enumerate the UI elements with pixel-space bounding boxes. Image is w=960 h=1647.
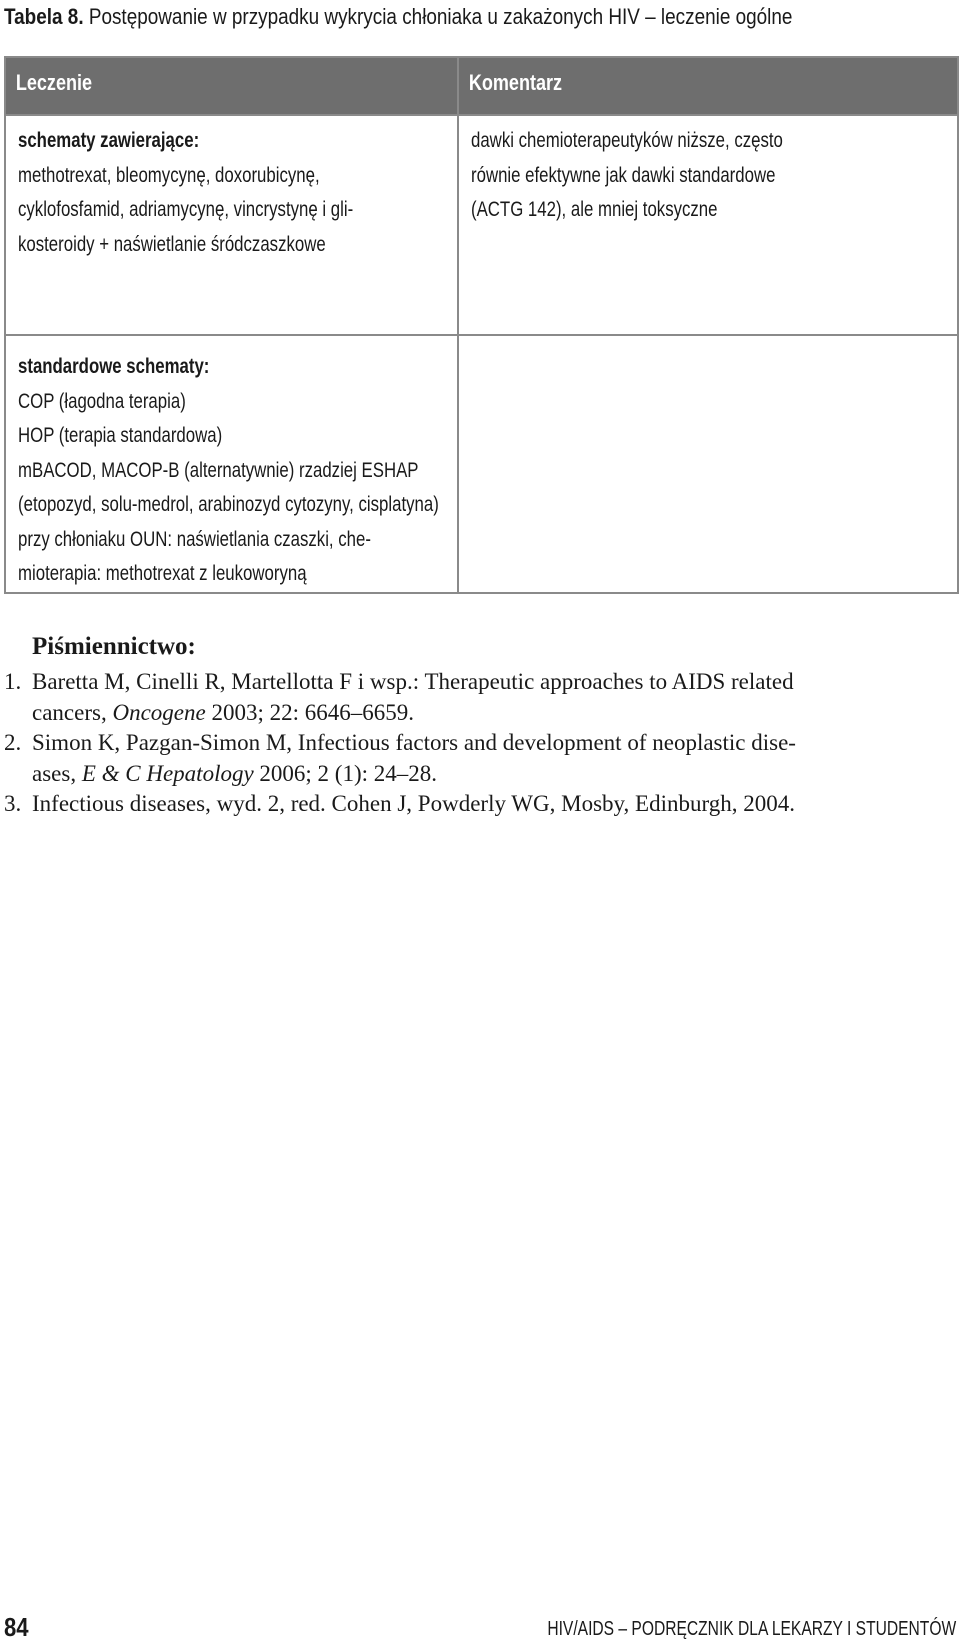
column-header-treatment: Leczenie	[5, 57, 458, 115]
treatment-table	[4, 56, 959, 594]
reference-item	[4, 789, 958, 820]
reference-line: Infectious diseases, wyd. 2, red. Cohen J, Powderly WG, Mosby, Edinburgh, 2004.	[32, 791, 795, 816]
comment-cell	[458, 115, 958, 335]
page-number: 84	[4, 1612, 29, 1642]
treatment-heading: standardowe schematy:	[18, 355, 210, 378]
table-caption-label: Tabela 8.	[4, 4, 84, 29]
treatment-line: COP (łagodna terapia)	[18, 389, 186, 413]
comment-line: równie efektywne jak dawki standardowe	[471, 163, 776, 187]
references-heading: Piśmiennictwo:	[32, 633, 196, 660]
reference-item	[4, 667, 958, 728]
reference-line: Simon K, Pazgan-Simon M, Infectious factors and development of neoplastic dise-	[32, 730, 796, 755]
table-caption-text: Postępowanie w przypadku wykrycia chłoniaka u zakażonych HIV – leczenie ogólne	[83, 4, 793, 29]
table-caption	[4, 2, 821, 32]
references-section	[4, 630, 958, 820]
treatment-line: (etopozyd, solu-medrol, arabinozyd cytozyny, cisplatyna)	[18, 493, 439, 516]
treatment-line: mioterapia: methotrexat z leukoworyną	[18, 562, 307, 585]
treatment-line: methotrexat, bleomycynę, doxorubicynę,	[18, 163, 320, 187]
reference-number: 3.	[4, 791, 22, 816]
table-header-row	[5, 57, 958, 115]
treatment-line: kosteroidy + naświetlanie śródczaszkowe	[18, 232, 326, 256]
reference-item	[4, 728, 958, 789]
reference-number: 1.	[4, 669, 22, 694]
comment-line: (ACTG 142), ale mniej toksyczne	[471, 198, 718, 221]
reference-line: ases, E & C Hepatology 2006; 2 (1): 24–28.	[32, 760, 438, 786]
column-header-comment: Komentarz	[458, 57, 958, 115]
treatment-cell	[5, 115, 458, 335]
treatment-line: mBACOD, MACOP-B (alternatywnie) rzadziej ESHAP	[18, 458, 419, 482]
reference-line: cancers, Oncogene 2003; 22: 6646–6659.	[32, 699, 414, 725]
comment-line: dawki chemioterapeutyków niższe, często	[471, 129, 783, 152]
journal-title: Oncogene	[112, 699, 206, 725]
reference-number: 2.	[4, 730, 22, 755]
reference-line: Baretta M, Cinelli R, Martellotta F i wsp.: Therapeutic approaches to AIDS related	[32, 669, 794, 694]
treatment-heading: schematy zawierające:	[18, 129, 200, 152]
running-footer-title: HIV/AIDS – PODRĘCZNIK DLA LEKARZY I STUDENTÓW	[547, 1618, 956, 1640]
table-row	[5, 335, 958, 593]
treatment-line: HOP (terapia standardowa)	[18, 424, 223, 447]
treatment-cell	[5, 335, 458, 593]
treatment-line: cyklofosfamid, adriamycynę, vincrystynę i gli-	[18, 198, 354, 221]
comment-cell-empty	[458, 335, 958, 593]
table-row	[5, 115, 958, 335]
treatment-line: przy chłoniaku OUN: naświetlania czaszki, che-	[18, 527, 371, 551]
journal-title: E & C Hepatology	[81, 760, 254, 786]
